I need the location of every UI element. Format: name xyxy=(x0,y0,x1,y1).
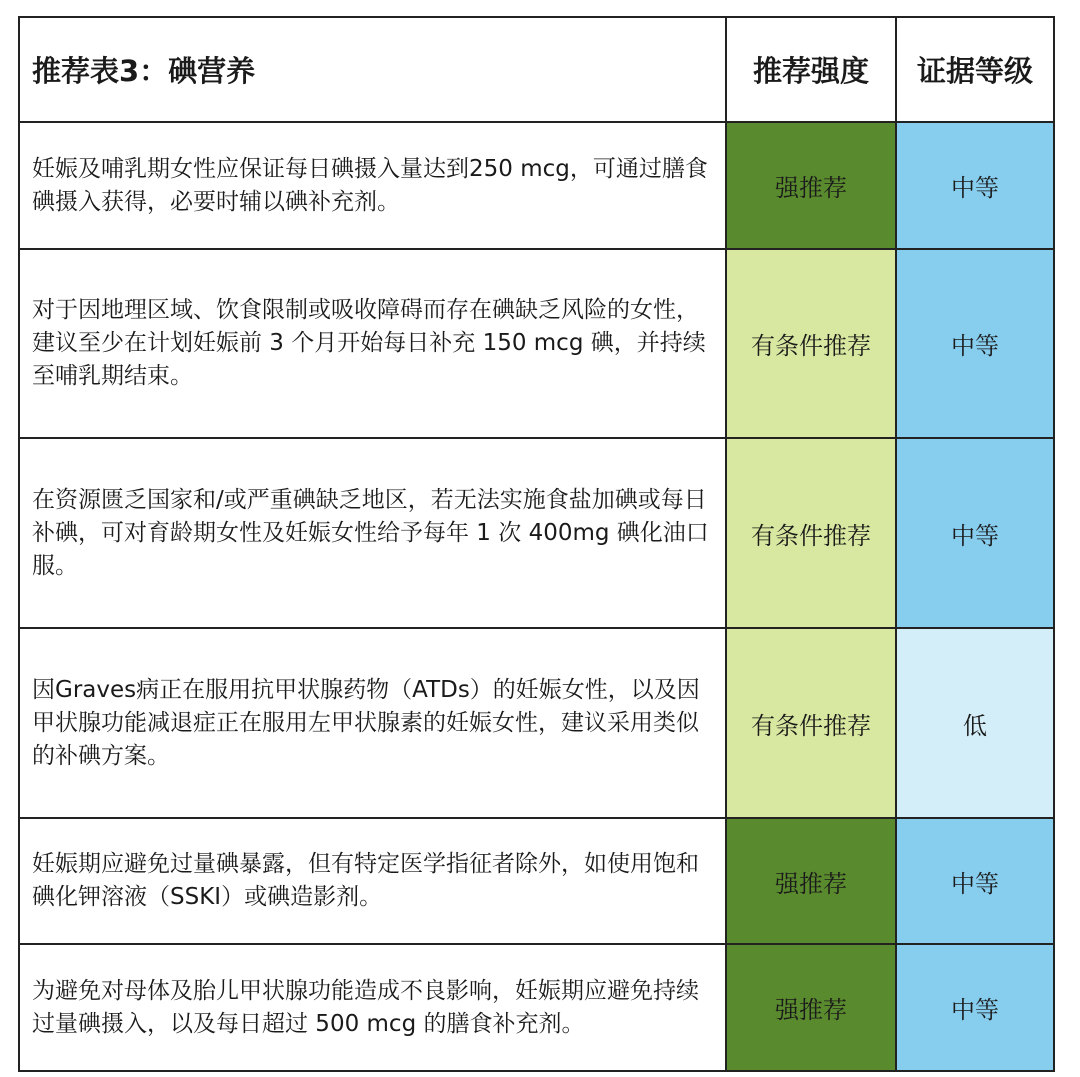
recommendation-table xyxy=(18,16,1055,1072)
strength-cell: 有条件推荐 xyxy=(726,249,896,438)
table-row xyxy=(19,818,1054,944)
strength-column-header: 推荐强度 xyxy=(726,17,896,122)
strength-cell: 有条件推荐 xyxy=(726,628,896,818)
recommendation-text: 妊娠期应避免过量碘暴露，但有特定医学指征者除外，如使用饱和碘化钾溶液（SSKI）或碘造影剂。 xyxy=(19,818,726,944)
strength-cell: 强推荐 xyxy=(726,818,896,944)
table-row xyxy=(19,249,1054,438)
recommendation-text: 在资源匮乏国家和/或严重碘缺乏地区，若无法实施食盐加碘或每日补碘，可对育龄期女性及妊娠女性给予每年 1 次 400mg 碘化油口服。 xyxy=(19,438,726,628)
recommendation-text: 因Graves病正在服用抗甲状腺药物（ATDs）的妊娠女性，以及因甲状腺功能减退症正在服用左甲状腺素的妊娠女性，建议采用类似的补碘方案。 xyxy=(19,628,726,818)
level-cell: 中等 xyxy=(896,249,1054,438)
table-row xyxy=(19,944,1054,1071)
level-cell: 中等 xyxy=(896,944,1054,1071)
level-cell: 中等 xyxy=(896,438,1054,628)
strength-cell: 有条件推荐 xyxy=(726,438,896,628)
recommendation-text: 妊娠及哺乳期女性应保证每日碘摄入量达到250 mcg，可通过膳食碘摄入获得，必要时辅以碘补充剂。 xyxy=(19,122,726,249)
level-column-header: 证据等级 xyxy=(896,17,1054,122)
strength-cell: 强推荐 xyxy=(726,122,896,249)
table-row xyxy=(19,122,1054,249)
level-cell: 低 xyxy=(896,628,1054,818)
table-row xyxy=(19,628,1054,818)
recommendation-text: 对于因地理区域、饮食限制或吸收障碍而存在碘缺乏风险的女性，建议至少在计划妊娠前 3 个月开始每日补充 150 mcg 碘，并持续至哺乳期结束。 xyxy=(19,249,726,438)
table-header-row xyxy=(19,17,1054,122)
strength-cell: 强推荐 xyxy=(726,944,896,1071)
level-cell: 中等 xyxy=(896,122,1054,249)
table-title: 推荐表3：碘营养 xyxy=(19,17,726,122)
table-row xyxy=(19,438,1054,628)
recommendation-text: 为避免对母体及胎儿甲状腺功能造成不良影响，妊娠期应避免持续过量碘摄入，以及每日超过 500 mcg 的膳食补充剂。 xyxy=(19,944,726,1071)
level-cell: 中等 xyxy=(896,818,1054,944)
